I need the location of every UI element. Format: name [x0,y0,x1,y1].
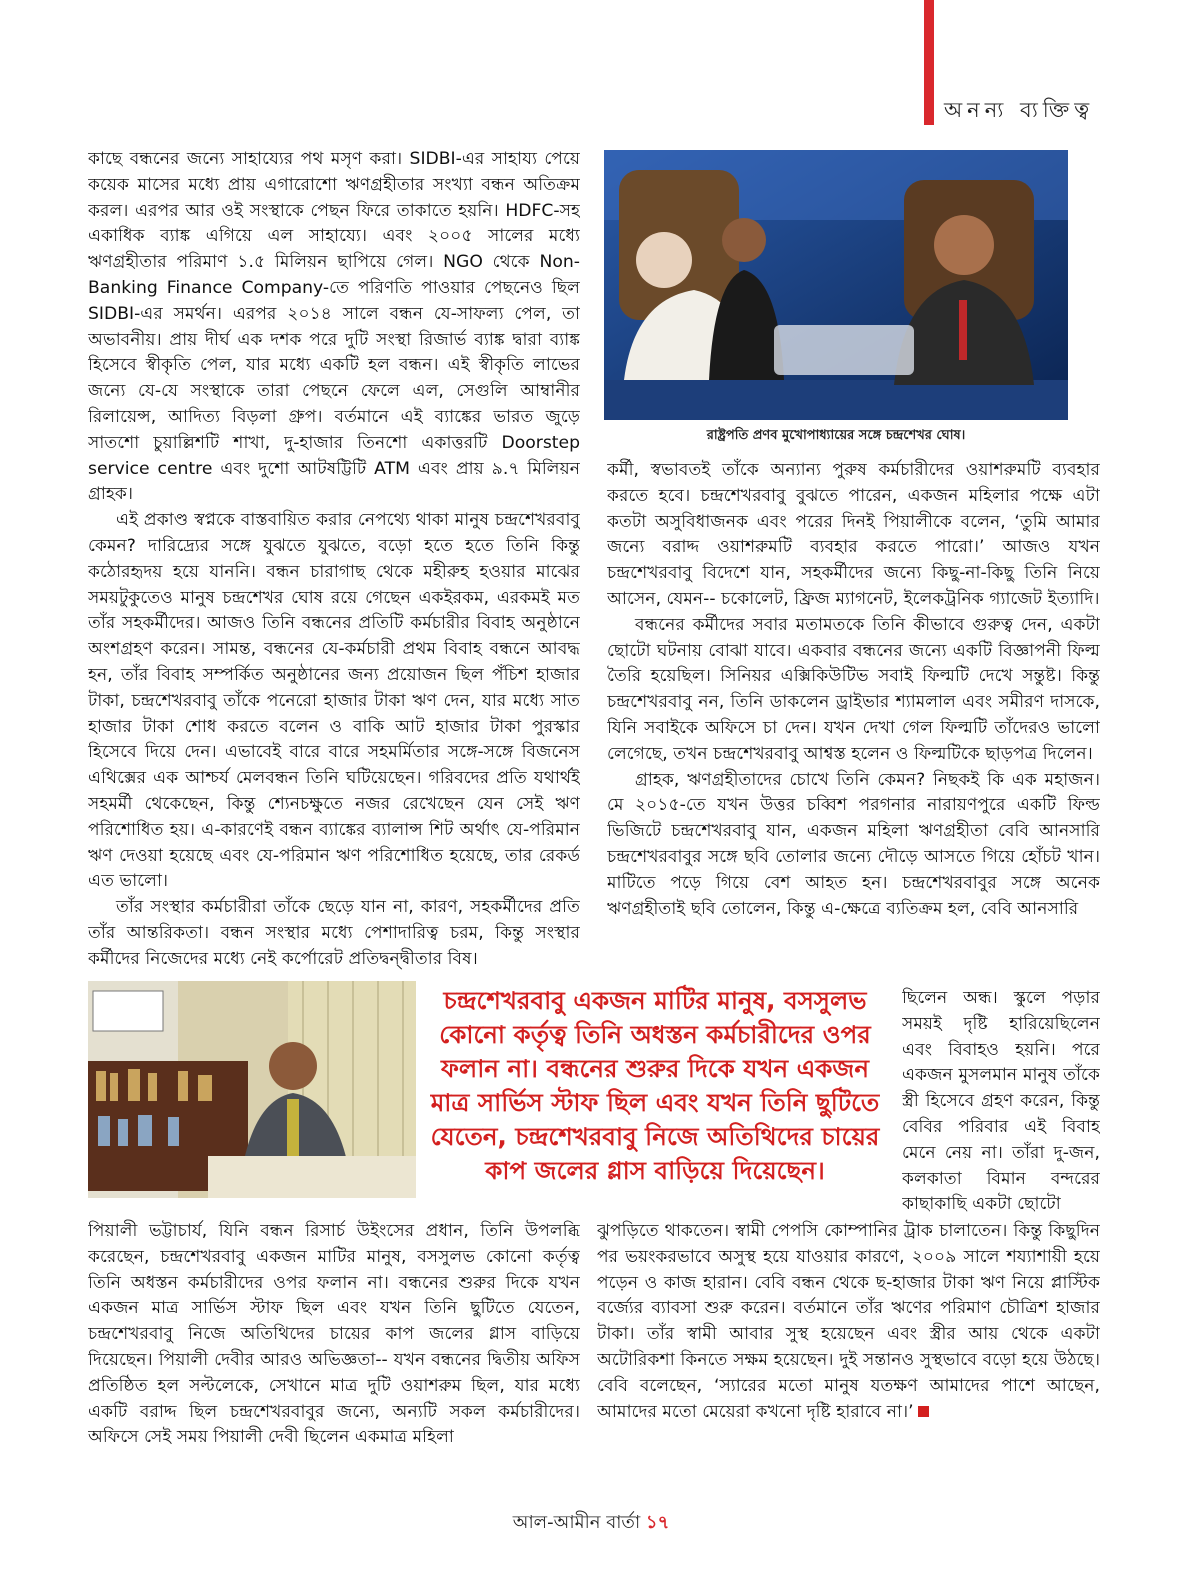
end-mark-icon [918,1406,929,1417]
paragraph: ঝুপড়িতে থাকতেন। স্বামী পেপসি কোম্পানির ট্রাক চালাতেন। কিন্তু কিছুদিন পর ভয়ংকরভাবে অসুস্থ হয়ে যাওয়ার কারণে, ২০০৯ সালে শয্যাশায়ী হয়ে পড়েন ও কাজ হারান। বেবি বন্ধন থেকে ছ-হাজার টাকা ঋণ নিয়ে প্লাস্টিক বর্জ্যের ব্যাবসা শুরু করেন। বর্তমানে তাঁর ঋণের পরিমাণ চৌত্রিশ হাজার টাকা। তাঁর স্বামী আবার সুস্থ হয়েছেন এবং স্ত্রীর আয় থেকে একটা অটোরিকশা কিনতে সক্ষম হয়েছেন। দুই সন্তানও সুস্থভাবে বড়ো হয়ে উঠছে। বেবি বলেছেন, ‘স্যারের মতো মানুষ যতক্ষণ আমাদের পাশে আছেন, আমাদের মতো মেয়েরা কখনো দৃষ্টি হারাবে না।’ [597,1221,1100,1422]
photo-caption: রাষ্ট্রপতি প্রণব মুখোপাধ্যায়ের সঙ্গে চন্দ্রশেখর ঘোষ। [706,428,966,443]
pull-quote: চন্দ্রশেখরবাবু একজন মাটির মানুষ, বসসুলভ কোনো কর্তৃত্ব তিনি অধস্তন কর্মচারীদের ওপর ফলান না। বন্ধনের শুরুর দিকে যখন একজন মাত্র সার্ভিস স্টাফ ছিল এবং যখন তিনি ছুটিতে যেতেন, চন্দ্রশেখরবাবু নিজে অতিথিদের চায়ের কাপ জলের গ্লাস বাড়িয়ে দিয়েছেন। [430,986,880,1185]
paragraph: পিয়ালী ভট্টাচার্য, যিনি বন্ধন রিসার্চ উইংসের প্রধান, তিনি উপলব্ধি করেছেন, চন্দ্রশেখরবাবু একজন মাটির মানুষ, বসসুলভ কোনো কর্তৃত্ব তিনি অধস্তন কর্মচারীদের ওপর ফলান না। বন্ধনের শুরুর দিকে যখন একজন মাত্র সার্ভিস স্টাফ ছিল এবং যখন তিনি ছুটিতে যেতেন, চন্দ্রশেখরবাবু নিজে অতিথিদের চায়ের কাপ জলের গ্লাস বাড়িয়ে দিয়েছেন। পিয়ালী দেবীর আরও অভিজ্ঞতা-- যখন বন্ধনের দ্বিতীয় অফিস প্রতিষ্ঠিত হল সল্টলেকে, সেখানে মাত্র দুটি ওয়াশরুম ছিল, যার মধ্যে একটি বরাদ্দ ছিল চন্দ্রশেখরবাবুর জন্যে, অন্যটি সকল কর্মচারীদের। অফিসে সেই সময় পিয়ালী দেবী ছিলেন একমাত্র মহিলা [88,1221,580,1448]
paragraph: কর্মী, স্বভাবতই তাঁকে অন্যান্য পুরুষ কর্মচারীদের ওয়াশরুমটি ব্যবহার করতে হবে। চন্দ্রশেখরবাবু বুঝতে পারেন, একজন মহিলার পক্ষে এটা কতটা অসুবিধাজনক এবং পরের দিনই পিয়ালীকে বলেন, ‘তুমি আমার জন্যে বরাদ্দ ওয়াশরুমটি ব্যবহার করতে পারো।’ আজও যখন চন্দ্রশেখরবাবু বিদেশে যান, সহকর্মীদের জন্যে কিছু-না-কিছু তিনি নিয়ে আসেন, যেমন-- চকোলেট, ফ্রিজ ম্যাগনেট, ইলেকট্রনিক গ্যাজেট ইত্যাদি। [607,460,1100,609]
photo-illustration [604,150,1068,420]
photo-illustration [88,981,416,1198]
magazine-name: আল-আমীন বার্তা [512,1512,641,1533]
page-footer [0,1508,1182,1539]
office-portrait-photo [88,981,416,1198]
section-title: অনন্য ব্যক্তিত্ব [944,98,1095,122]
paragraph: গ্রাহক, ঋণগ্রহীতাদের চোখে তিনি কেমন? নিছকই কি এক মহাজন। মে ২০১৫-তে যখন উত্তর চব্বিশ পরগনার নারায়ণপুরে একটি ফিল্ড ভিজিটে চন্দ্রশেখরবাবু যান, একজন মহিলা ঋণগ্রহীতা বেবি আনসারি চন্দ্রশেখরবাবুর সঙ্গে ছবি তোলার জন্যে দৌড়ে আসতে গিয়ে হোঁচট খান। মাটিতে পড়ে গিয়ে বেশ আহত হন। চন্দ্রশেখরবাবুর সঙ্গে অনেক ঋণগ্রহীতাই ছবি তোলেন, কিন্তু এ-ক্ষেত্রে ব্যতিক্রম হল, বেবি আনসারি [607,769,1100,919]
paragraph: ছিলেন অন্ধ। স্কুলে পড়ার সময়ই দৃষ্টি হারিয়েছিলেন এবং বিবাহও হয়নি। পরে একজন মুসলমান মানুষ তাঁকে স্ত্রী হিসেবে গ্রহণ করেন, কিন্তু বেবির পরিবার এই বিবাহ মেনে নেয় না। তাঁরা দু-জন, কলকাতা বিমান বন্দরের কাছাকাছি একটা ছোটো [902,988,1100,1215]
page-number: ১৭ [645,1512,670,1533]
article-column-right-bottom [597,1219,1100,1491]
article-column-left-top [88,147,580,987]
paragraph-wrapper [597,1219,1100,1425]
paragraph: তাঁর সংস্থার কর্মচারীরা তাঁকে ছেড়ে যান না, কারণ, সহকর্মীদের প্রতি তাঁর আন্তরিকতা। বন্ধন সংস্থার মধ্যে পেশাদারিত্ব চরম, কিন্তু সংস্থার কর্মীদের নিজেদের মধ্যে নেই কর্পোরেট প্রতিদ্বন্দ্বীতার বিষ। [88,897,580,969]
article-column-left-bottom [88,1219,580,1491]
paragraph: কাছে বন্ধনের জন্যে সাহায্যের পথ মসৃণ করা। SIDBI-এর সাহায্য পেয়ে কয়েক মাসের মধ্যে প্রায় এগারোশো ঋণগ্রহীতার সংখ্যা বন্ধন অতিক্রম করল। এরপর আর ওই সংস্থাকে পেছন ফিরে তাকাতে হয়নি। HDFC-সহ একাধিক ব্যাঙ্ক এগিয়ে এল সাহায্যে। এবং ২০০৫ সালের মধ্যে ঋণগ্রহীতার পরিমাণ ১.৫ মিলিয়ন ছাপিয়ে গেল। NGO থেকে Non-Banking Finance Company-তে পরিণতি পাওয়ার পেছনেও ছিল SIDBI-এর সমর্থন। এরপর ২০১৪ সালে বন্ধন যে-সাফল্য পেল, তা অভাবনীয়। প্রায় দীর্ঘ এক দশক পরে দুটি সংস্থা রিজার্ভ ব্যাঙ্ক দ্বারা ব্যাঙ্ক হিসেবে স্বীকৃতি পেল, যার মধ্যে একটি হল বন্ধন। এই স্বীকৃতি লাভের জন্যে যে-যে সংস্থাকে তারা পেছনে ফেলে এল, সেগুলি আম্বানীর রিলায়েন্স, আদিত্য বিড়লা গ্রুপ। বর্তমানে এই ব্যাঙ্কের ভারত জুড়ে সাতশো চুয়াল্লিশটি শাখা, দু-হাজার তিনশো একাত্তরটি Doorstep service centre এবং দুশো আটষট্টিটি ATM এবং প্রায় ৯.৭ মিলিয়ন গ্রাহক। [88,149,580,505]
header-accent-bar [924,0,934,125]
article-column-right-middle [902,986,1100,1217]
article-column-right-top [607,458,1100,1013]
president-meeting-photo [604,150,1068,420]
paragraph: বন্ধনের কর্মীদের সবার মতামতকে তিনি কীভাবে গুরুত্ব দেন, একটা ছোটো ঘটনায় বোঝা যাবে। একবার বন্ধনের জন্যে একটি বিজ্ঞাপনী ফিল্ম তৈরি হয়েছিল। সিনিয়র এক্সিকিউটিভ সবাই ফিল্মটি দেখে সন্তুষ্ট। কিন্তু চন্দ্রশেখরবাবু নন, তিনি ডাকলেন ড্রাইভার শ্যামলাল এবং সমীরণ দাসকে, যিনি সবাইকে অফিসে চা দেন। যখন দেখা গেল ফিল্মটি তাঁদেরও ভালো লেগেছে, তখন চন্দ্রশেখরবাবু আশ্বস্ত হলেন ও ফিল্মটিকে ছাড়পত্র দিলেন। [607,614,1100,764]
paragraph: এই প্রকাণ্ড স্বপ্নকে বাস্তবায়িত করার নেপথ্যে থাকা মানুষ চন্দ্রশেখরবাবু কেমন? দারিদ্র্যের সঙ্গে যুঝতে যুঝতে, বড়ো হতে হতে তিনি কিন্তু কঠোরহৃদয় হয়ে যাননি। বন্ধন চারাগাছ থেকে মহীরুহ হওয়ার মাঝের সময়টুকুতেও মানুষ চন্দ্রশেখর ঘোষ রয়ে গেছেন একইরকম, এরকমই মত তাঁর সহকর্মীদের। আজও তিনি বন্ধনের প্রতিটি কর্মচারীর বিবাহ অনুষ্ঠানে অংশগ্রহণ করেন। সামন্ত, বন্ধনের যে-কর্মচারী প্রথম বিবাহ বন্ধনে আবদ্ধ হন, তাঁর বিবাহ সম্পর্কিত অনুষ্ঠানের জন্য প্রয়োজন ছিল পঁচিশ হাজার টাকা, চন্দ্রশেখরবাবু তাঁকে পনেরো হাজার টাকা ঋণ দেন, যার মধ্যে সাত হাজার টাকা শোধ করতে বলেন ও বাকি আট হাজার টাকা পুরস্কার হিসেবে দিয়ে দেন। এভাবেই বারে বারে সহমর্মিতার সঙ্গে-সঙ্গে বিজনেস এথিক্সের এক আশ্চর্য মেলবন্ধন তিনি ঘটিয়েছেন। গরিবদের প্রতি যথার্থই সহমর্মী থেকেছেন, কিন্তু শ্যেনচক্ষুতে নজর রেখেছেন যেন সেই ঋণ পরিশোধিত হয়। এ-কারণেই বন্ধন ব্যাঙ্কের ব্যালান্স শিট অর্থাৎ যে-পরিমান ঋণ দেওয়া হয়েছে এবং যে-পরিমান ঋণ পরিশোধিত হয়েছে, তার রেকর্ড এত ভালো। [88,510,580,892]
